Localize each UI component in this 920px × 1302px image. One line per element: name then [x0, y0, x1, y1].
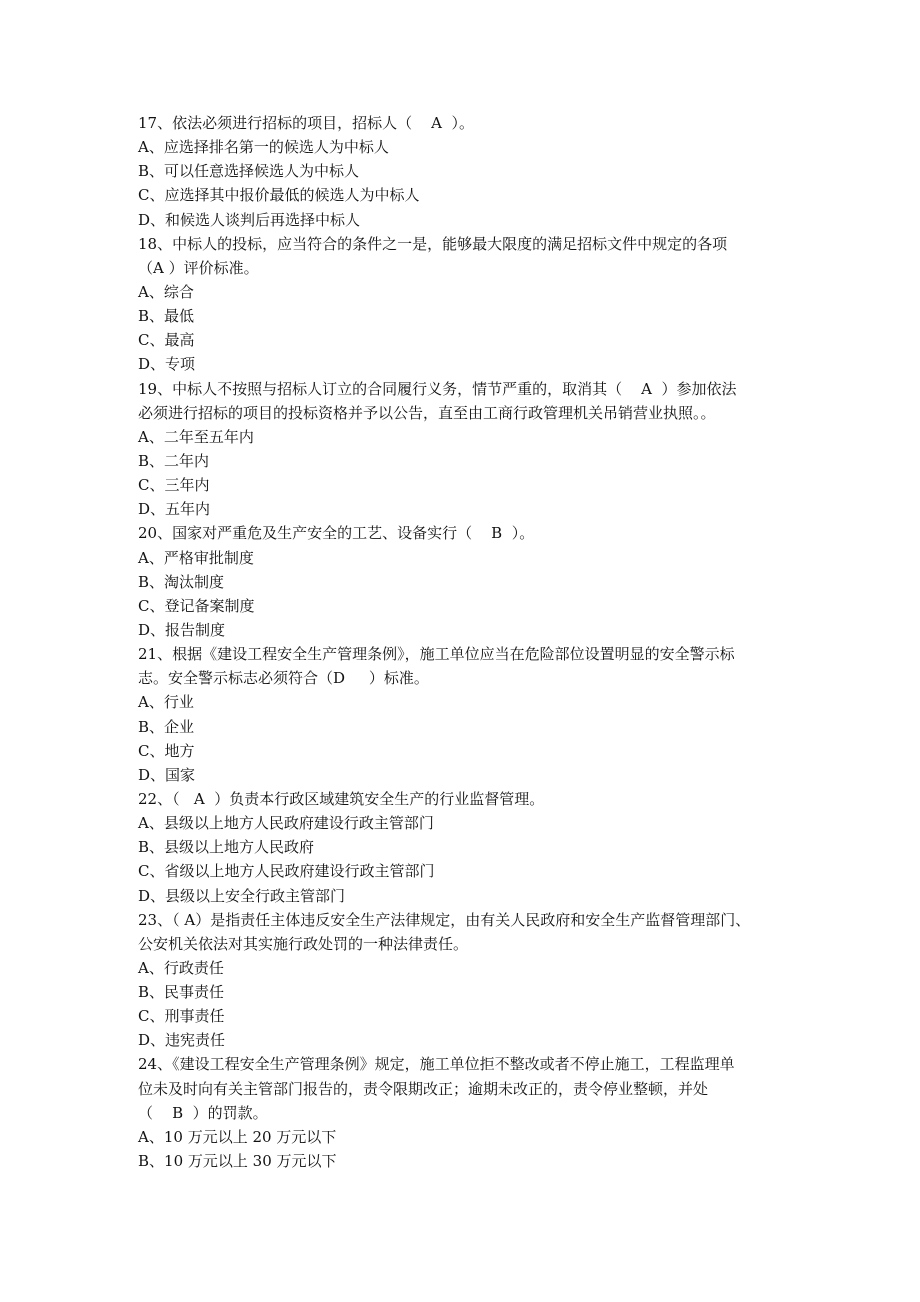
question-20-stem: 20、国家对严重危及生产安全的工艺、设备实行（ B ）。 [138, 524, 535, 543]
question-20-option-a: A、严格审批制度 [138, 548, 254, 567]
question-21-option-a: A、行业 [138, 693, 194, 712]
question-24-option-b: B、10 万元以上 30 万元以下 [138, 1152, 337, 1171]
question-20-option-b: B、淘汰制度 [138, 572, 225, 591]
question-22-option-b: B、县级以上地方人民政府 [138, 838, 315, 857]
question-23-option-c: C、刑事责任 [138, 1007, 225, 1026]
question-18-option-c: C、最高 [138, 331, 195, 350]
question-18-option-a: A、综合 [138, 282, 194, 301]
question-19-option-c: C、三年内 [138, 476, 210, 495]
question-20-option-c: C、登记备案制度 [138, 596, 255, 615]
question-18-stem-line-2: （A ）评价标准。 [138, 258, 259, 277]
question-18-option-b: B、最低 [138, 307, 195, 326]
question-19-option-a: A、二年至五年内 [138, 427, 254, 446]
question-23-stem-line-2: 公安机关依法对其实施行政处罚的一种法律责任。 [138, 934, 469, 953]
question-23-option-a: A、行政责任 [138, 958, 224, 977]
question-17-option-b: B、可以任意选择候选人为中标人 [138, 162, 360, 181]
question-23-stem-line-1: 23、（ A）是指责任主体违反安全生产法律规定，由有关人民政府和安全生产监督管理部门、 [138, 910, 751, 929]
question-21-stem-line-2: 志。安全警示标志必须符合（D ）标准。 [138, 669, 429, 688]
question-19-option-d: D、五年内 [138, 500, 211, 519]
question-23-option-b: B、民事责任 [138, 983, 225, 1002]
document-page [138, 111, 788, 1173]
question-18-stem-line-1: 18、中标人的投标，应当符合的条件之一是，能够最大限度的满足招标文件中规定的各项 [138, 234, 728, 253]
question-18-option-d: D、专项 [138, 355, 196, 374]
question-22-option-a: A、县级以上地方人民政府建设行政主管部门 [138, 814, 434, 833]
question-19-stem-line-1: 19、中标人不按照与招标人订立的合同履行义务，情节严重的，取消其（ A ）参加依法 [138, 379, 737, 398]
question-19-stem-line-2: 必须进行招标的项目的投标资格并予以公告，直至由工商行政管理机关吊销营业执照。。 [138, 403, 716, 422]
question-22-option-d: D、县级以上安全行政主管部门 [138, 886, 346, 905]
question-21-option-c: C、地方 [138, 741, 195, 760]
question-17-option-c: C、应选择其中报价最低的候选人为中标人 [138, 186, 420, 205]
question-24-stem-line-3: （ B ）的罚款。 [138, 1103, 268, 1122]
question-22-option-c: C、省级以上地方人民政府建设行政主管部门 [138, 862, 435, 881]
question-21-option-b: B、企业 [138, 717, 195, 736]
question-23-option-d: D、违宪责任 [138, 1031, 226, 1050]
question-17-stem: 17、依法必须进行招标的项目，招标人（ A ）。 [138, 114, 475, 132]
question-21-stem-line-1: 21、根据《建设工程安全生产管理条例》，施工单位应当在危险部位设置明显的安全警示标 [138, 645, 735, 664]
question-24-stem-line-1: 24、《建设工程安全生产管理条例》规定，施工单位拒不整改或者不停止施工，工程监理单 [138, 1055, 735, 1074]
question-17-option-a: A、应选择排名第一的候选人为中标人 [138, 138, 389, 157]
question-24-option-a: A、10 万元以上 20 万元以下 [138, 1127, 337, 1146]
question-19-option-b: B、二年内 [138, 451, 210, 470]
question-24-stem-line-2: 位未及时向有关主管部门报告的，责令限期改正；逾期未改正的，责令停业整顿，并处 [138, 1079, 709, 1098]
question-22-stem: 22、（ A ）负责本行政区域建筑安全生产的行业监督管理。 [138, 789, 545, 808]
question-21-option-d: D、国家 [138, 765, 196, 784]
question-20-option-d: D、报告制度 [138, 620, 226, 639]
question-17-option-d: D、和候选人谈判后再选择中标人 [138, 210, 361, 229]
